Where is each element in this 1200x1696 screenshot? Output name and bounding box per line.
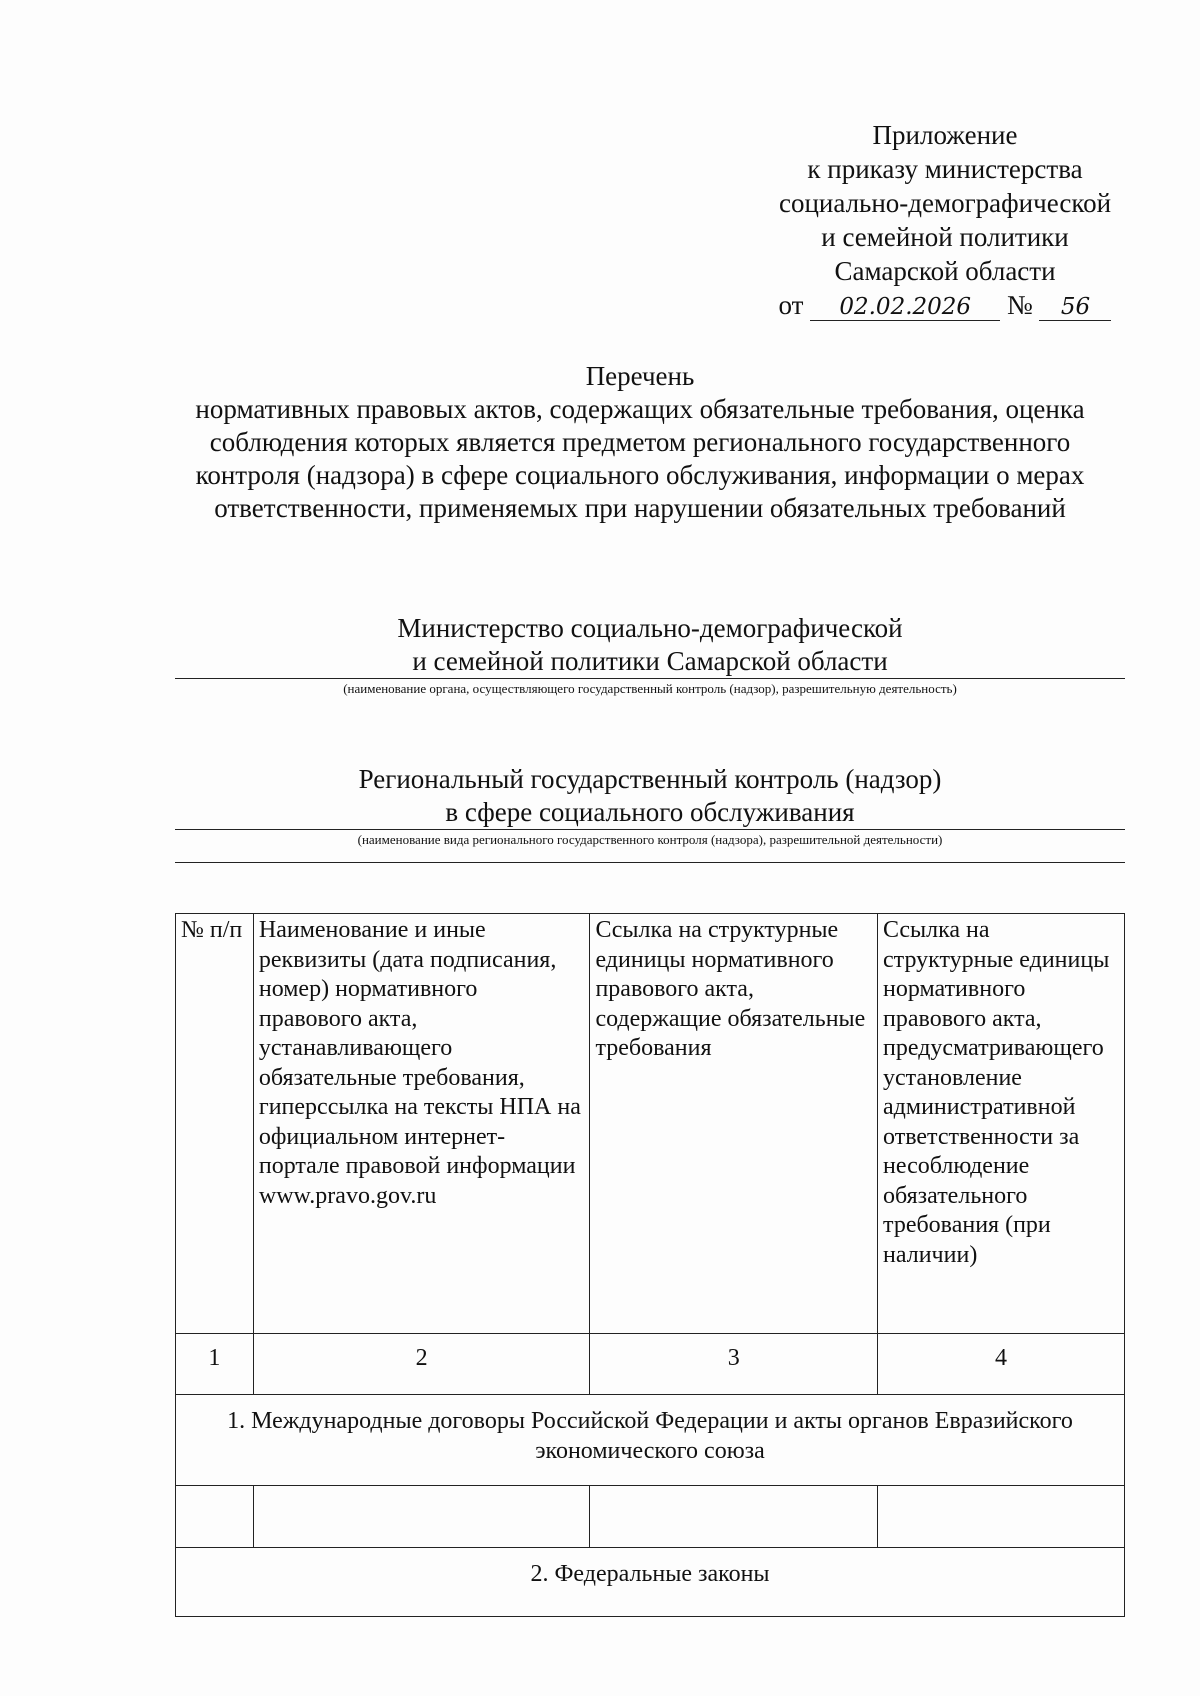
section-row	[176, 1395, 1125, 1486]
column-number: 1	[176, 1334, 254, 1395]
table-row	[176, 1486, 1125, 1548]
control-type-line-2: в сфере социального обслуживания	[445, 797, 855, 827]
column-number: 3	[590, 1334, 878, 1395]
control-body-line-1: Министерство социально-демографической	[397, 613, 903, 643]
table-cell	[176, 1486, 254, 1548]
header-liability-ref: Ссылка на структурные единицы нормативного правового акта, предусматривающего установление административной ответственности за несоблюдение обязательного требования (при наличии)	[878, 914, 1125, 1334]
appendix-line-2: к приказу министерства	[807, 154, 1083, 184]
column-number: 2	[253, 1334, 590, 1395]
appendix-line-4: и семейной политики	[821, 222, 1069, 252]
acts-table	[175, 913, 1125, 1617]
header-number: № п/п	[176, 914, 254, 1334]
header-requirements-ref: Ссылка на структурные единицы нормативного правового акта, содержащие обязательные требования	[590, 914, 878, 1334]
appendix-header	[720, 118, 1170, 322]
document-title	[150, 360, 1130, 525]
column-number: 4	[878, 1334, 1125, 1395]
appendix-line-3: социально-демографической	[778, 188, 1112, 218]
title-line-3: контроля (надзора) в сфере социального обслуживания, информации о мерах	[195, 460, 1085, 490]
appendix-line-1: Приложение	[872, 120, 1018, 150]
from-label: от	[778, 290, 804, 320]
control-type-line-1: Региональный государственный контроль (надзор)	[358, 764, 942, 794]
section-row	[176, 1548, 1125, 1617]
handwritten-number: 56	[1039, 294, 1111, 321]
control-body-line-2: и семейной политики Самарской области	[412, 646, 888, 676]
number-label: №	[1006, 290, 1033, 320]
table-cell	[253, 1486, 590, 1548]
table-cell	[590, 1486, 878, 1548]
section-2-title: 2. Федеральные законы	[176, 1548, 1125, 1617]
control-body-note: (наименование органа, осуществляющего государственный контроль (надзор), разрешительную деятельность)	[343, 681, 957, 696]
control-type-block	[175, 763, 1125, 863]
table-cell	[878, 1486, 1125, 1548]
title-line-2: соблюдения которых является предметом регионального государственного	[209, 427, 1071, 457]
title-line-1: нормативных правовых актов, содержащих обязательные требования, оценка	[195, 394, 1085, 424]
section-1-title: 1. Международные договоры Российской Федерации и акты органов Евразийского экономического союза	[176, 1395, 1125, 1486]
handwritten-date: 02.02.2026	[810, 294, 1000, 321]
control-type-note: (наименование вида регионального государственного контроля (надзора), разрешительной деятельности)	[357, 832, 943, 847]
control-body-rule	[175, 678, 1125, 679]
control-type-bottom-rule	[175, 862, 1125, 863]
title-line-4: ответственности, применяемых при нарушении обязательных требований	[214, 493, 1066, 523]
table-header-row	[176, 914, 1125, 1334]
order-date-number	[720, 288, 1170, 322]
header-act-name: Наименование и иные реквизиты (дата подписания, номер) нормативного правового акта, устанавливающего обязательные требования, гиперссылка на тексты НПА на официальном интернет-портале правовой информации www.pravo.gov.ru	[253, 914, 590, 1334]
appendix-line-5: Самарской области	[834, 256, 1056, 286]
column-numbers-row	[176, 1334, 1125, 1395]
control-body-block	[175, 612, 1125, 697]
control-type-rule	[175, 829, 1125, 830]
title-heading: Перечень	[585, 361, 695, 391]
